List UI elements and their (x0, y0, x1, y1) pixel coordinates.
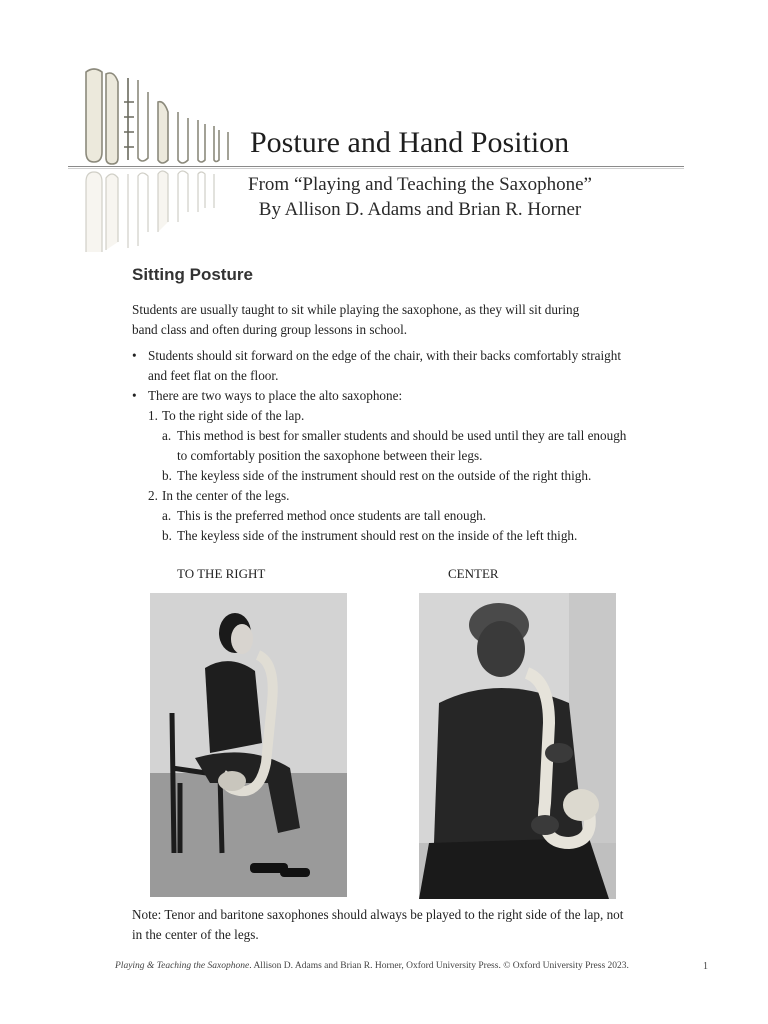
footer-citation-text: . Allison D. Adams and Brian R. Horner, Oxford University Press. © Oxford University Press 2023. (249, 961, 629, 971)
caption-center: CENTER (448, 566, 499, 581)
note-paragraph: Note: Tenor and baritone saxophones should always be played to the right side of the lap, not in the center of the legs. (132, 907, 624, 942)
subtitle (240, 172, 600, 222)
sub-item: a. This is the preferred method once students are tall enough. (162, 508, 487, 523)
option-right-side: 1. To the right side of the lap. (148, 408, 305, 423)
sub-item: a. This method is best for smaller students and should be used until they are tall enough (162, 428, 627, 443)
intro-paragraph: Students are usually taught to sit while playing the saxophone, as they will sit during band class and often during group lessons in school. (132, 302, 580, 337)
option-center: 2. In the center of the legs. (148, 488, 290, 503)
sub-item-continuation: to comfortably position the saxophone between their legs. (177, 448, 483, 463)
subtitle-source: From “Playing and Teaching the Saxophone” (248, 174, 592, 195)
saxophone-family-logo-icon (78, 62, 238, 262)
page-number: 1 (703, 961, 708, 972)
bullet-icon: • (132, 348, 137, 363)
photo-center (419, 593, 616, 899)
sub-item: b. The keyless side of the instrument should rest on the inside of the left thigh. (162, 528, 578, 543)
list-item: • There are two ways to place the alto saxophone: (132, 386, 652, 406)
section-heading: Sitting Posture (132, 265, 253, 284)
page-title: Posture and Hand Position (250, 126, 570, 159)
list-item-continuation: and feet flat on the floor. (148, 368, 279, 383)
photo-to-the-right (150, 593, 347, 897)
footer-book-title: Playing & Teaching the Saxophone (115, 961, 250, 971)
sub-item: b. The keyless side of the instrument should rest on the outside of the right thigh. (162, 468, 592, 483)
caption-to-the-right: TO THE RIGHT (177, 566, 266, 581)
posture-list (132, 346, 652, 546)
footer-citation (115, 961, 675, 971)
subtitle-authors: By Allison D. Adams and Brian R. Horner (258, 199, 582, 220)
bullet-icon: • (132, 388, 137, 403)
header-rule-shadow (68, 168, 684, 169)
list-item: • Students should sit forward on the edge of the chair, with their backs comfortably straight (132, 346, 652, 366)
header-rule (68, 166, 684, 167)
